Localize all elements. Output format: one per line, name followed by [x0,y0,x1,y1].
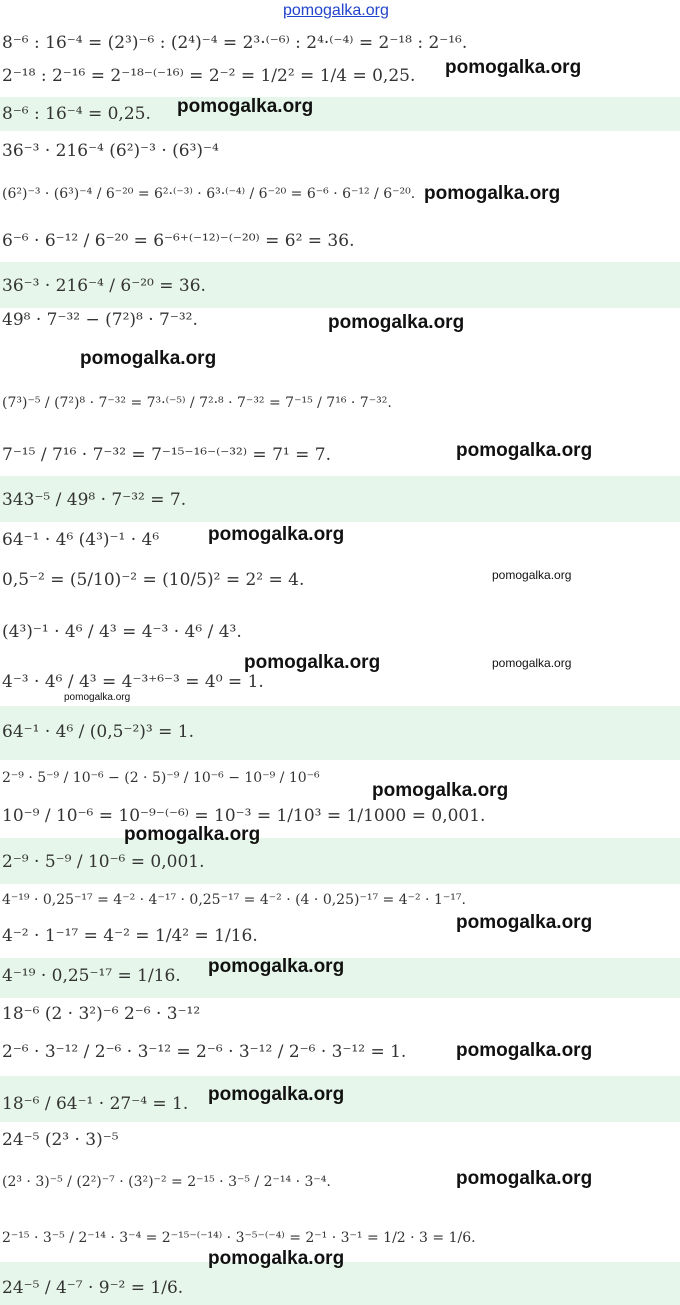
watermark: pomogalka.org [208,1248,345,1269]
math-line: 24⁻⁵ (2³ · 3)⁻⁵ [2,1130,119,1150]
watermark: pomogalka.org [456,912,593,933]
math-line: 2⁻⁹ · 5⁻⁹ / 10⁻⁶ = 0,001. [2,852,205,872]
watermark: pomogalka.org [492,656,572,670]
watermark: pomogalka.org [456,440,593,461]
watermark: pomogalka.org [492,568,572,582]
math-line: 49⁸ · 7⁻³² − (7²)⁸ · 7⁻³². [2,310,198,330]
math-line: (2³ · 3)⁻⁵ / (2²)⁻⁷ · (3²)⁻² = 2⁻¹⁵ · 3⁻⁵ / 2⁻¹⁴ · 3⁻⁴. [2,1174,331,1190]
watermark: pomogalka.org [456,1040,593,1061]
watermark: pomogalka.org [124,824,261,845]
watermark: pomogalka.org [64,692,131,703]
watermark: pomogalka.org [456,1168,593,1189]
math-line: (6²)⁻³ · (6³)⁻⁴ / 6⁻²⁰ = 6²·⁽⁻³⁾ · 6³·⁽⁻⁴⁾ / 6⁻²⁰ = 6⁻⁶ · 6⁻¹² / 6⁻²⁰. [2,186,416,202]
math-line: 343⁻⁵ / 49⁸ · 7⁻³² = 7. [2,490,187,510]
math-line: 18⁻⁶ / 64⁻¹ · 27⁻⁴ = 1. [2,1094,189,1114]
watermark: pomogalka.org [424,183,561,204]
math-line: (7³)⁻⁵ / (7²)⁸ · 7⁻³² = 7³·⁽⁻⁵⁾ / 7²·⁸ · 7⁻³² = 7⁻¹⁵ / 7¹⁶ · 7⁻³². [2,395,392,411]
math-line: 6⁻⁶ · 6⁻¹² / 6⁻²⁰ = 6⁻⁶⁺⁽⁻¹²⁾⁻⁽⁻²⁰⁾ = 6² = 36. [2,231,355,251]
math-line: 64⁻¹ · 4⁶ / (0,5⁻²)³ = 1. [2,722,194,742]
math-line: 0,5⁻² = (5/10)⁻² = (10/5)² = 2² = 4. [2,570,305,590]
math-line: 10⁻⁹ / 10⁻⁶ = 10⁻⁹⁻⁽⁻⁶⁾ = 10⁻³ = 1/10³ = 1/1000 = 0,001. [2,806,486,826]
watermark: pomogalka.org [372,780,509,801]
watermark: pomogalka.org [445,57,582,78]
watermark: pomogalka.org [328,312,465,333]
math-line: (4³)⁻¹ · 4⁶ / 4³ = 4⁻³ · 4⁶ / 4³. [2,622,242,642]
math-line: 2⁻¹⁵ · 3⁻⁵ / 2⁻¹⁴ · 3⁻⁴ = 2⁻¹⁵⁻⁽⁻¹⁴⁾ · 3⁻⁵⁻⁽⁻⁴⁾ = 2⁻¹ · 3⁻¹ = 1/2 · 3 = 1/6. [2,1230,476,1246]
watermark: pomogalka.org [208,1084,345,1105]
watermark: pomogalka.org [208,956,345,977]
math-line: 4⁻² · 1⁻¹⁷ = 4⁻² = 1/4² = 1/16. [2,926,258,946]
site-link[interactable]: pomogalka.org [283,2,389,19]
watermark: pomogalka.org [244,652,381,673]
math-line: 2⁻⁶ · 3⁻¹² / 2⁻⁶ · 3⁻¹² = 2⁻⁶ · 3⁻¹² / 2⁻⁶ · 3⁻¹² = 1. [2,1042,407,1062]
watermark: pomogalka.org [80,348,217,369]
math-line: 7⁻¹⁵ / 7¹⁶ · 7⁻³² = 7⁻¹⁵⁻¹⁶⁻⁽⁻³²⁾ = 7¹ = 7. [2,445,331,465]
math-line: 4⁻¹⁹ · 0,25⁻¹⁷ = 4⁻² · 4⁻¹⁷ · 0,25⁻¹⁷ = 4⁻² · (4 · 0,25)⁻¹⁷ = 4⁻² · 1⁻¹⁷. [2,892,466,908]
math-line: 8⁻⁶ : 16⁻⁴ = 0,25. [2,104,151,124]
math-line: 24⁻⁵ / 4⁻⁷ · 9⁻² = 1/6. [2,1278,184,1298]
math-line: 4⁻³ · 4⁶ / 4³ = 4⁻³⁺⁶⁻³ = 4⁰ = 1. [2,672,264,692]
math-line: 2⁻¹⁸ : 2⁻¹⁶ = 2⁻¹⁸⁻⁽⁻¹⁶⁾ = 2⁻² = 1/2² = 1/4 = 0,25. [2,66,416,86]
math-line: 4⁻¹⁹ · 0,25⁻¹⁷ = 1/16. [2,966,181,986]
math-line: 18⁻⁶ (2 · 3²)⁻⁶ 2⁻⁶ · 3⁻¹² [2,1004,201,1024]
math-line: 8⁻⁶ : 16⁻⁴ = (2³)⁻⁶ : (2⁴)⁻⁴ = 2³·⁽⁻⁶⁾ : 2⁴·⁽⁻⁴⁾ = 2⁻¹⁸ : 2⁻¹⁶. [2,33,468,53]
math-line: 2⁻⁹ · 5⁻⁹ / 10⁻⁶ − (2 · 5)⁻⁹ / 10⁻⁶ − 10⁻⁹ / 10⁻⁶ [2,770,320,786]
math-line: 36⁻³ · 216⁻⁴ / 6⁻²⁰ = 36. [2,276,206,296]
watermark: pomogalka.org [177,96,314,117]
math-line: 64⁻¹ · 4⁶ (4³)⁻¹ · 4⁶ [2,530,160,550]
watermark: pomogalka.org [208,524,345,545]
math-line: 36⁻³ · 216⁻⁴ (6²)⁻³ · (6³)⁻⁴ [2,141,219,161]
